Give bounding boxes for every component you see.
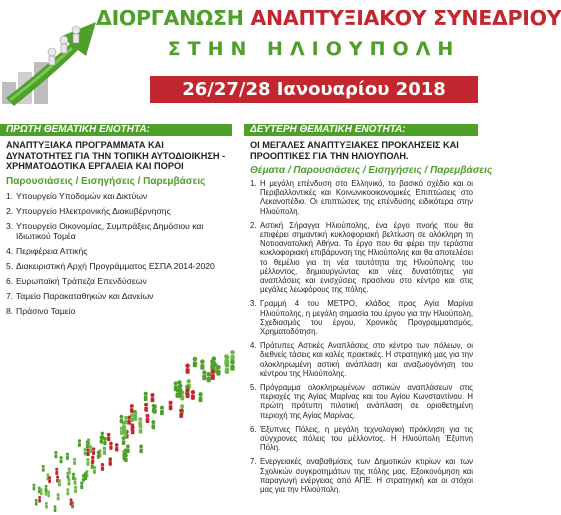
list-item: 7. Ενεργειακές αναβαθμίσεις των Δημοτικών κτιρίων και των Σχολικών συγκροτημάτων της πόλης μας. Εξοικονόμηση και παραγωγή ενέργειας από ΑΠΕ. Η στρατηγική και οι στόχοι μας για την Ηλιούπολη. bbox=[250, 457, 473, 495]
list-item: 2. Αστική Σήραγγα Ηλιούπολης, ένα έργο πνοής που θα επιφέρει σημαντική κυκλοφοριακή βελτίωση σε ολόκληρη τη Νοτιοανατολική Αθήνα. Το έργο που θα φέρει την τεράστια κυκλοφοριακή επιβάρυνση της Ηλιούπολης και θα αποτελέσει το θεμέλιο για τη νέα ταυτότητα της Ηλιούπολης του μέλλοντος, δημιουργώντας και νέες δυνατότητες για αναπλάσεις και ενισχύσεις πρασίνου στο κέντρο και στις μεγάλες λεωφόρους της πόλης. bbox=[250, 220, 473, 295]
date-banner bbox=[150, 76, 478, 103]
list-item: 5. Πρόγραμμα ολοκληρωμένων αστικών αναπλάσεων στις περιοχές της Αγίας Μαρίνας και του Αγίου Κωνσταντίνου. Η πρώτη πρότυπη πιλοτική ανάπλαση σε οριοθετημένη περιοχή της Αγίας Μαρίνας. bbox=[250, 383, 473, 420]
list-item: 6. Έξυπνες Πόλεις, η μεγάλη τεχνολογική πρόκληση για τις σύγχρονες πόλεις του μέλλοντος. Η Ηλιούπολη Έξυπνη Πόλη. bbox=[250, 424, 473, 453]
section-subhead-second: Θέματα / Παρουσιάσεις / Εισηγήσεις / Παρεμβάσεις bbox=[250, 165, 493, 176]
section-bar-first: ΠΡΩΤΗ ΘΕΜΑΤΙΚΗ ΕΝΟΤΗΤΑ: bbox=[0, 124, 232, 136]
title-red-part: ΑΝΑΠΤΥΞΙΑΚΟΥ ΣΥΝΕΔΡΙΟΥ bbox=[250, 6, 561, 30]
list-item: 3. Γραμμή 4 του ΜΕΤΡΟ, κλάδος προς Αγία Μαρίνα Ηλιούπολης, η μεγάλη σημασία του έργου για την Ηλιούπολη, Σχεδιασμός του έργου, Χρονικός Προγραμματισμός, Χρηματοδότηση. bbox=[250, 299, 473, 337]
section-subhead-first: Παρουσιάσεις / Εισηγήσεις / Παρεμβάσεις bbox=[6, 175, 206, 187]
second-thematic-section bbox=[244, 124, 493, 515]
subtitle: ΣΤΗΝ ΗΛΙΟΥΠΟΛΗ bbox=[167, 38, 461, 60]
list-item: 2. Υπουργείο Ηλεκτρονικής Διακυβέρνησης bbox=[6, 205, 171, 216]
list-item: 3. Υπουργείο Οικονομίας, Συμπράξεις Δημόσιου και Ιδιωτικού Τομέα bbox=[6, 220, 204, 241]
left-item-list bbox=[0, 189, 238, 319]
date-text: 26/27/28 Ιανουαρίου 2018 bbox=[182, 79, 446, 100]
list-item: 4. Περιφέρεια Αττικής bbox=[6, 245, 88, 256]
list-item: 4. Πρότυπες Αστικές Αναπλάσεις στο κέντρο των πόλεων, οι διεθνείς τάσεις και καλές πρακτικές. Η στρατηγική μας για την ολοκληρωμένη αστική ανάπλαση και αναζωογόνηση του κέντρου της Ηλιούπολης. bbox=[250, 341, 473, 378]
people-crowd-icon bbox=[0, 310, 238, 515]
section-title-first: ΑΝΑΠΤΥΞΙΑΚΑ ΠΡΟΓΡΑΜΜΑΤΑ ΚΑΙ ΔΥΝΑΤΟΤΗΤΕΣ ΓΙΑ ΤΗΝ ΤΟΠΙΚΗ ΑΥΤΟΔΙΟΙΚΗΣΗ - ΧΡΗΜΑΤΟΔΟΤΙΚΑ ΕΡΓΑΛΕΙΑ ΚΑΙ ΠΟΡΟΙ bbox=[6, 140, 226, 171]
section-title-second: ΟΙ ΜΕΓΑΛΕΣ ΑΝΑΠΤΥΞΙΑΚΕΣ ΠΡΟΚΛΗΣΕΙΣ ΚΑΙ ΠΡΟΟΠΤΙΚΕΣ ΓΙΑ ΤΗΝ ΗΛΙΟΥΠΟΛΗ. bbox=[250, 140, 459, 161]
list-item: 5. Διακειριστική Αρχή Προγράμματος ΕΣΠΑ 2014-2020 bbox=[6, 260, 215, 271]
header bbox=[0, 0, 561, 110]
section-bar-second: ΔΕΥΤΕΡΗ ΘΕΜΑΤΙΚΗ ΕΝΟΤΗΤΑ: bbox=[244, 124, 478, 136]
list-item: 1. Υπουργείο Υποδομών και Δικτύων bbox=[6, 190, 148, 201]
list-item: 7. Ταμείο Παρακαταθηκών και Δανείων bbox=[6, 290, 154, 301]
title-green-part: ΔΙΟΡΓΑΝΩΣΗ bbox=[96, 6, 244, 30]
main-title bbox=[96, 6, 561, 30]
right-item-list bbox=[244, 178, 478, 498]
list-item: 6. Ευρωπαϊκή Τράπεζα Επενδύσεων bbox=[6, 275, 147, 286]
list-item: 1. Η μεγάλη επένδυση στο Ελληνικό, το βασικό σχέδιο και οι Περιβαλλοντικές και Κοινωνικοοικονομικές Επιπτώσεις στο Λεκανοπέδιο. Οι επιπτώσεις της επένδυσης ειδικότερα στην Ηλιούπολη. bbox=[250, 179, 473, 216]
list-item: 8. Πράσινο Ταμείο bbox=[6, 305, 76, 316]
